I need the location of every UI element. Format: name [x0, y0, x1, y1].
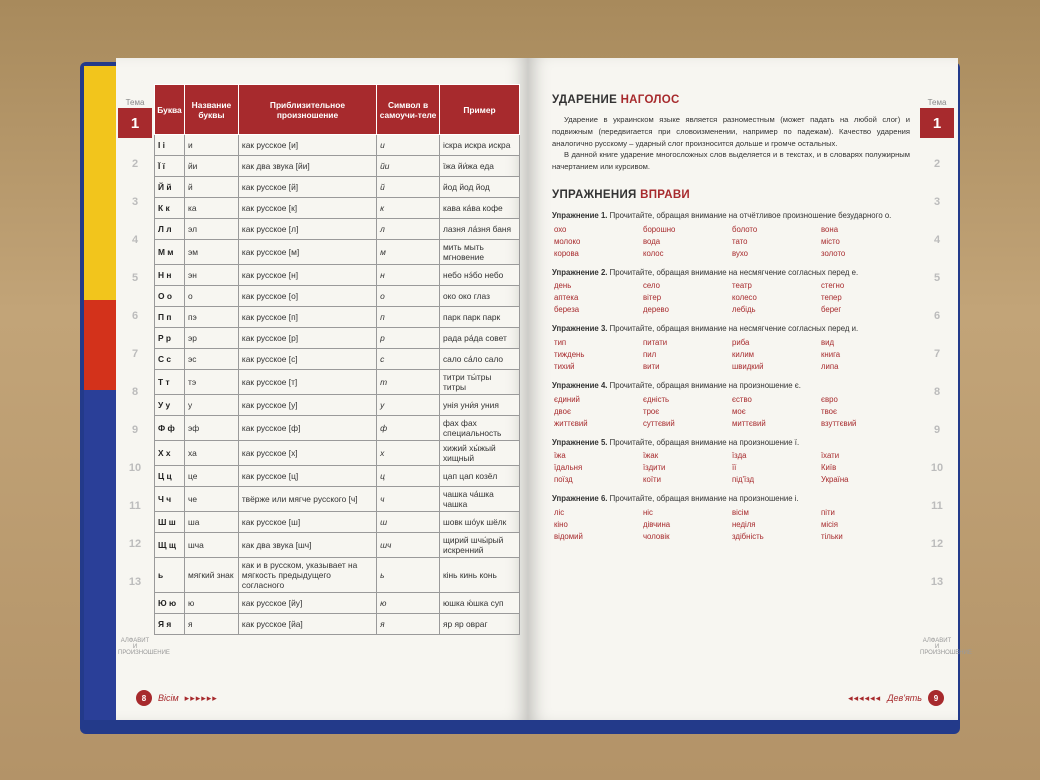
exercise-text: Прочитайте, обращая внимание на несмягчение согласных перед е.: [609, 267, 859, 277]
right-content: [552, 94, 910, 541]
letter-cell: Й й: [155, 177, 185, 198]
pronunciation-cell: как русское [х]: [238, 441, 376, 466]
name-cell: ша: [185, 512, 239, 533]
example-cell: титри ты́тры титры: [439, 370, 519, 395]
arrows-icon: ▸▸▸▸▸▸: [184, 692, 218, 703]
pronunciation-cell: как русское [и]: [238, 135, 376, 156]
pronunciation-cell: как русское [ц]: [238, 466, 376, 487]
exercise-word: єдність: [643, 394, 670, 404]
table-row: [155, 240, 520, 265]
name-cell: эл: [185, 219, 239, 240]
exercise-word-grid: [552, 508, 910, 541]
symbol-cell: м: [377, 240, 440, 265]
exercise-word: євро: [821, 394, 838, 404]
rail-number[interactable]: 3: [131, 196, 139, 208]
table-row: [155, 177, 520, 198]
exercise-label: Упражнение 5.: [552, 437, 608, 447]
exercise-word: дерево: [643, 305, 669, 315]
exercise-word: тато: [732, 236, 748, 246]
left-page: [116, 58, 528, 720]
table-row: [155, 156, 520, 177]
exercise-word: тип: [554, 337, 567, 347]
exercise-word: риба: [732, 337, 750, 347]
letter-cell: Л л: [155, 219, 185, 240]
exercise-label: Упражнение 4.: [552, 380, 608, 390]
letter-cell: Ю ю: [155, 593, 185, 614]
exercise-word: їхати: [821, 451, 840, 461]
exercise-word: вити: [643, 361, 660, 371]
rail-number[interactable]: 3: [933, 196, 941, 208]
pronunciation-cell: как и в русском, указывает на мягкость предыдущего согласного: [238, 558, 376, 593]
example-cell: око око глаз: [439, 286, 519, 307]
symbol-cell: й: [377, 177, 440, 198]
name-cell: ка: [185, 198, 239, 219]
name-cell: й: [185, 177, 239, 198]
exercise-label: Упражнение 2.: [552, 267, 608, 277]
name-cell: о: [185, 286, 239, 307]
exercise-word: двоє: [554, 406, 571, 416]
pronunciation-cell: как русское [с]: [238, 349, 376, 370]
symbol-cell: п: [377, 307, 440, 328]
symbol-cell: н: [377, 265, 440, 286]
exercise-word: взуттєвий: [821, 418, 857, 428]
exercise-label: Упражнение 1.: [552, 210, 608, 220]
letter-cell: М м: [155, 240, 185, 265]
pronunciation-cell: как два звука [шч]: [238, 533, 376, 558]
letter-cell: С с: [155, 349, 185, 370]
rail-number[interactable]: 10: [930, 462, 944, 474]
rail-number[interactable]: 9: [131, 424, 139, 436]
exercise-label: Упражнение 6.: [552, 494, 608, 504]
heading-ua: НАГОЛОС: [620, 94, 680, 106]
example-cell: щирий шчы́рый искренний: [439, 533, 519, 558]
stress-paragraph-2: В данной книге ударение многосложных слов выделяется и в текстах, и в словарях полужирным начертанием или курсивом.: [552, 150, 910, 172]
letter-cell: О о: [155, 286, 185, 307]
exercise-word: суттєвий: [643, 418, 675, 428]
exercise-word: їжак: [643, 451, 659, 461]
symbol-cell: у: [377, 395, 440, 416]
exercise-word: твоє: [821, 406, 837, 416]
exercise-word: тиждень: [554, 349, 585, 359]
page-number: 8: [136, 690, 152, 706]
heading-ua: ВПРАВИ: [640, 188, 690, 201]
table-row: [155, 198, 520, 219]
chapter-tab[interactable]: 1: [118, 108, 152, 138]
exercise-word: болото: [732, 224, 758, 234]
pronunciation-cell: как русское [т]: [238, 370, 376, 395]
pronunciation-cell: твёрже или мягче русского [ч]: [238, 487, 376, 512]
name-cell: и: [185, 135, 239, 156]
example-cell: рада ра́да совет: [439, 328, 519, 349]
example-cell: небо нэ́бо небо: [439, 265, 519, 286]
exercise-word: їздити: [643, 463, 666, 473]
exercise-word: вітер: [643, 293, 662, 303]
exercise-word: її: [732, 463, 737, 473]
table-row: [155, 487, 520, 512]
symbol-cell: ф: [377, 416, 440, 441]
example-cell: їжа йи́жа еда: [439, 156, 519, 177]
col-name: Название буквы: [185, 85, 239, 135]
exercise-word: книга: [821, 349, 841, 359]
exercise-word: золото: [821, 248, 846, 258]
exercise-word: село: [643, 281, 660, 291]
exercise-word: питати: [643, 337, 668, 347]
pronunciation-cell: как русское [ф]: [238, 416, 376, 441]
name-cell: эн: [185, 265, 239, 286]
example-cell: яр яр овраг: [439, 614, 519, 635]
col-example: Пример: [439, 85, 519, 135]
exercise-text: Прочитайте, обращая внимание на несмягчение согласных перед и.: [609, 324, 859, 334]
pronunciation-cell: как русское [у]: [238, 395, 376, 416]
table-row: [155, 593, 520, 614]
exercise-word: вухо: [732, 248, 749, 258]
rail-number[interactable]: 5: [131, 272, 139, 284]
exercise-word-grid: [552, 281, 910, 314]
name-cell: эм: [185, 240, 239, 265]
col-letter: Буква: [155, 85, 185, 135]
rail-number[interactable]: 13: [930, 576, 944, 588]
table-row: [155, 512, 520, 533]
rail-label: Тема: [927, 98, 947, 107]
name-cell: у: [185, 395, 239, 416]
rail-number[interactable]: 10: [128, 462, 142, 474]
exercise-word: ніс: [643, 507, 653, 517]
exercise-word: миттєвий: [732, 418, 766, 428]
table-row: [155, 286, 520, 307]
exercise-word: Київ: [821, 463, 837, 473]
letter-cell: ь: [155, 558, 185, 593]
rail-number[interactable]: 13: [128, 576, 142, 588]
letter-cell: У у: [155, 395, 185, 416]
stress-paragraph-1: Ударение в украинском языке является разноместным (может падать на любой слог) и подвижным (передвигается при словоизменении, например по падежам). Качество ударения аналогично русскому – ударный слог произносится дольше и громче остальных.: [552, 115, 910, 148]
exercise-word: береза: [554, 305, 580, 315]
pronunciation-cell: как два звука [йи]: [238, 156, 376, 177]
exercise-word: молоко: [554, 236, 581, 246]
rail-number[interactable]: 2: [131, 158, 139, 170]
name-cell: эс: [185, 349, 239, 370]
name-cell: тэ: [185, 370, 239, 395]
rail-number[interactable]: 2: [933, 158, 941, 170]
exercise-word: здібність: [732, 531, 764, 541]
rail-number[interactable]: 11: [931, 500, 943, 512]
table-row: [155, 614, 520, 635]
exercise-word: Україна: [821, 475, 849, 485]
symbol-cell: шч: [377, 533, 440, 558]
exercise-instruction: [552, 380, 910, 392]
exercise-word: лебідь: [732, 305, 756, 315]
example-cell: мить мыть мгновение: [439, 240, 519, 265]
exercise-text: Прочитайте, обращая внимание на произношение є.: [609, 380, 801, 390]
exercise-word: тепер: [821, 293, 842, 303]
rail-number[interactable]: 11: [129, 500, 141, 512]
heading-ru: УПРАЖНЕНИЯ: [552, 188, 637, 201]
rail-number[interactable]: 9: [933, 424, 941, 436]
symbol-cell: ц: [377, 466, 440, 487]
name-cell: ха: [185, 441, 239, 466]
exercise-word: неділя: [732, 519, 756, 529]
exercise-word: охо: [554, 224, 567, 234]
exercise-word: пил: [643, 349, 657, 359]
table-row: [155, 466, 520, 487]
right-chapter-rail: [920, 98, 972, 688]
symbol-cell: о: [377, 286, 440, 307]
example-cell: іскра искра искра: [439, 135, 519, 156]
pronunciation-cell: как русское [й]: [238, 177, 376, 198]
letter-cell: Ц ц: [155, 466, 185, 487]
exercise-word: троє: [643, 406, 660, 416]
table-row: [155, 265, 520, 286]
exercise-word: життєвий: [554, 418, 588, 428]
example-cell: чашка ча́шка чашка: [439, 487, 519, 512]
symbol-cell: т: [377, 370, 440, 395]
symbol-cell: ш: [377, 512, 440, 533]
exercise-word: тихий: [554, 361, 575, 371]
exercise-instruction: [552, 437, 910, 449]
pronunciation-cell: как русское [йа]: [238, 614, 376, 635]
symbol-cell: йи: [377, 156, 440, 177]
name-cell: мягкий знак: [185, 558, 239, 593]
example-cell: юшка ю́шка суп: [439, 593, 519, 614]
name-cell: ю: [185, 593, 239, 614]
chapter-tab[interactable]: 1: [920, 108, 954, 138]
table-row: [155, 349, 520, 370]
example-cell: сало са́ло сало: [439, 349, 519, 370]
pronunciation-cell: как русское [н]: [238, 265, 376, 286]
exercise-word: день: [554, 281, 572, 291]
symbol-cell: с: [377, 349, 440, 370]
exercise-word-grid: [552, 338, 910, 371]
exercise-word: моє: [732, 406, 746, 416]
letter-cell: Ф ф: [155, 416, 185, 441]
example-cell: кінь кинь конь: [439, 558, 519, 593]
rail-number[interactable]: 8: [131, 386, 139, 398]
example-cell: фах фах специальность: [439, 416, 519, 441]
left-footer: [136, 690, 218, 706]
letter-cell: Ч ч: [155, 487, 185, 512]
pronunciation-cell: как русское [л]: [238, 219, 376, 240]
table-row: [155, 219, 520, 240]
symbol-cell: р: [377, 328, 440, 349]
rail-label: Тема: [125, 98, 145, 107]
table-row: [155, 395, 520, 416]
table-row: [155, 135, 520, 156]
right-footer: [848, 690, 944, 706]
exercise-text: Прочитайте, обращая внимание на отчётливое произношение безударного о.: [609, 210, 892, 220]
exercise-instruction: [552, 493, 910, 505]
symbol-cell: л: [377, 219, 440, 240]
exercise-word: відомий: [554, 531, 583, 541]
symbol-cell: х: [377, 441, 440, 466]
rail-number[interactable]: 12: [128, 538, 142, 550]
letter-cell: І і: [155, 135, 185, 156]
exercise-label: Упражнение 3.: [552, 324, 608, 334]
example-cell: унія уни́я уния: [439, 395, 519, 416]
exercise-word: під'їзд: [732, 475, 755, 485]
rail-number[interactable]: 6: [933, 310, 941, 322]
exercise-word: поїзд: [554, 475, 573, 485]
exercise-word: дівчина: [643, 519, 671, 529]
exercise-instruction: [552, 323, 910, 335]
exercise-word: вісім: [732, 507, 749, 517]
exercise-word: місія: [821, 519, 838, 529]
letter-cell: Ї ї: [155, 156, 185, 177]
col-symbol: Символ в самоучи-теле: [377, 85, 440, 135]
table-row: [155, 441, 520, 466]
pronunciation-cell: как русское [к]: [238, 198, 376, 219]
exercise-word: вона: [821, 224, 839, 234]
example-cell: шовк шо́ук шёлк: [439, 512, 519, 533]
name-cell: эр: [185, 328, 239, 349]
letter-cell: Н н: [155, 265, 185, 286]
rail-side-text: АЛФАВИТ И ПРОИЗНОШЕНИЕ: [118, 638, 170, 656]
letter-cell: Щ щ: [155, 533, 185, 558]
exercise-word: єство: [732, 394, 752, 404]
rail-number[interactable]: 7: [933, 348, 941, 360]
pronunciation-cell: как русское [йу]: [238, 593, 376, 614]
pronunciation-cell: как русское [о]: [238, 286, 376, 307]
letter-cell: Х х: [155, 441, 185, 466]
heading-ru: УДАРЕНИЕ: [552, 94, 618, 106]
rail-number[interactable]: 6: [131, 310, 139, 322]
exercise-word: театр: [732, 281, 752, 291]
rail-number[interactable]: 8: [933, 386, 941, 398]
page-word: Дев'ять: [887, 693, 922, 703]
col-pronunciation: Приблизительное произношение: [238, 85, 376, 135]
exercise-instruction: [552, 210, 910, 222]
pronunciation-cell: как русское [ш]: [238, 512, 376, 533]
exercise-word: їзда: [732, 451, 747, 461]
exercise-word: місто: [821, 236, 840, 246]
rail-number[interactable]: 5: [933, 272, 941, 284]
letter-cell: Ш ш: [155, 512, 185, 533]
rail-number[interactable]: 7: [131, 348, 139, 360]
pronunciation-cell: как русское [р]: [238, 328, 376, 349]
exercise-word: їжа: [554, 451, 566, 461]
table-row: [155, 533, 520, 558]
exercise-word: тільки: [821, 531, 843, 541]
name-cell: шча: [185, 533, 239, 558]
exercise-word: колос: [643, 248, 664, 258]
exercise-word: піти: [821, 507, 835, 517]
exercise-word-grid: [552, 225, 910, 258]
page-word: Вісім: [158, 693, 179, 703]
exercise-word: колесо: [732, 293, 757, 303]
rail-side-text: АЛФАВИТ И ПРОИЗНОШЕНИЕ: [920, 638, 972, 656]
exercise-word: вид: [821, 337, 835, 347]
table-row: [155, 307, 520, 328]
exercise-word: аптека: [554, 293, 579, 303]
exercise-word-grid: [552, 395, 910, 428]
exercise-text: Прочитайте, обращая внимание на произношение і.: [609, 494, 799, 504]
name-cell: че: [185, 487, 239, 512]
example-cell: хижий хы́жый хищный: [439, 441, 519, 466]
example-cell: йод йод йод: [439, 177, 519, 198]
symbol-cell: и: [377, 135, 440, 156]
symbol-cell: ь: [377, 558, 440, 593]
pronunciation-cell: как русское [п]: [238, 307, 376, 328]
name-cell: це: [185, 466, 239, 487]
alphabet-table: [154, 84, 520, 635]
pronunciation-cell: как русское [м]: [238, 240, 376, 265]
symbol-cell: я: [377, 614, 440, 635]
exercise-word: швидкий: [732, 361, 764, 371]
exercise-word-grid: [552, 451, 910, 484]
stress-heading: [552, 94, 910, 106]
rail-number[interactable]: 12: [930, 538, 944, 550]
table-row: [155, 328, 520, 349]
table-row: [155, 416, 520, 441]
example-cell: парк парк парк: [439, 307, 519, 328]
example-cell: цап цап козёл: [439, 466, 519, 487]
name-cell: я: [185, 614, 239, 635]
example-cell: лазня ла́зня баня: [439, 219, 519, 240]
letter-cell: Р р: [155, 328, 185, 349]
exercise-word: липа: [821, 361, 839, 371]
exercises-heading: [552, 189, 910, 201]
exercise-word: корова: [554, 248, 579, 258]
exercise-word: чоловік: [643, 531, 670, 541]
symbol-cell: к: [377, 198, 440, 219]
exercise-word: борошно: [643, 224, 676, 234]
exercise-word: стегно: [821, 281, 845, 291]
name-cell: йи: [185, 156, 239, 177]
exercise-word: їдальня: [554, 463, 583, 473]
letter-cell: Т т: [155, 370, 185, 395]
letter-cell: К к: [155, 198, 185, 219]
exercise-instruction: [552, 267, 910, 279]
exercise-word: коїти: [643, 475, 661, 485]
rail-number[interactable]: 4: [933, 234, 941, 246]
exercise-word: ліс: [554, 507, 565, 517]
exercise-text: Прочитайте, обращая внимание на произношение ї.: [609, 437, 800, 447]
table-row: [155, 558, 520, 593]
exercise-word: килим: [732, 349, 755, 359]
exercise-word: берег: [821, 305, 842, 315]
letter-cell: Я я: [155, 614, 185, 635]
page-number: 9: [928, 690, 944, 706]
letter-cell: П п: [155, 307, 185, 328]
name-cell: пэ: [185, 307, 239, 328]
example-cell: кава ка́ва кофе: [439, 198, 519, 219]
exercise-word: вода: [643, 236, 661, 246]
table-row: [155, 370, 520, 395]
arrows-icon: ◂◂◂◂◂◂: [848, 692, 882, 703]
exercise-word: єдиний: [554, 394, 580, 404]
symbol-cell: ч: [377, 487, 440, 512]
right-page: [528, 58, 972, 720]
rail-number[interactable]: 4: [131, 234, 139, 246]
exercise-word: кіно: [554, 519, 568, 529]
name-cell: эф: [185, 416, 239, 441]
symbol-cell: ю: [377, 593, 440, 614]
